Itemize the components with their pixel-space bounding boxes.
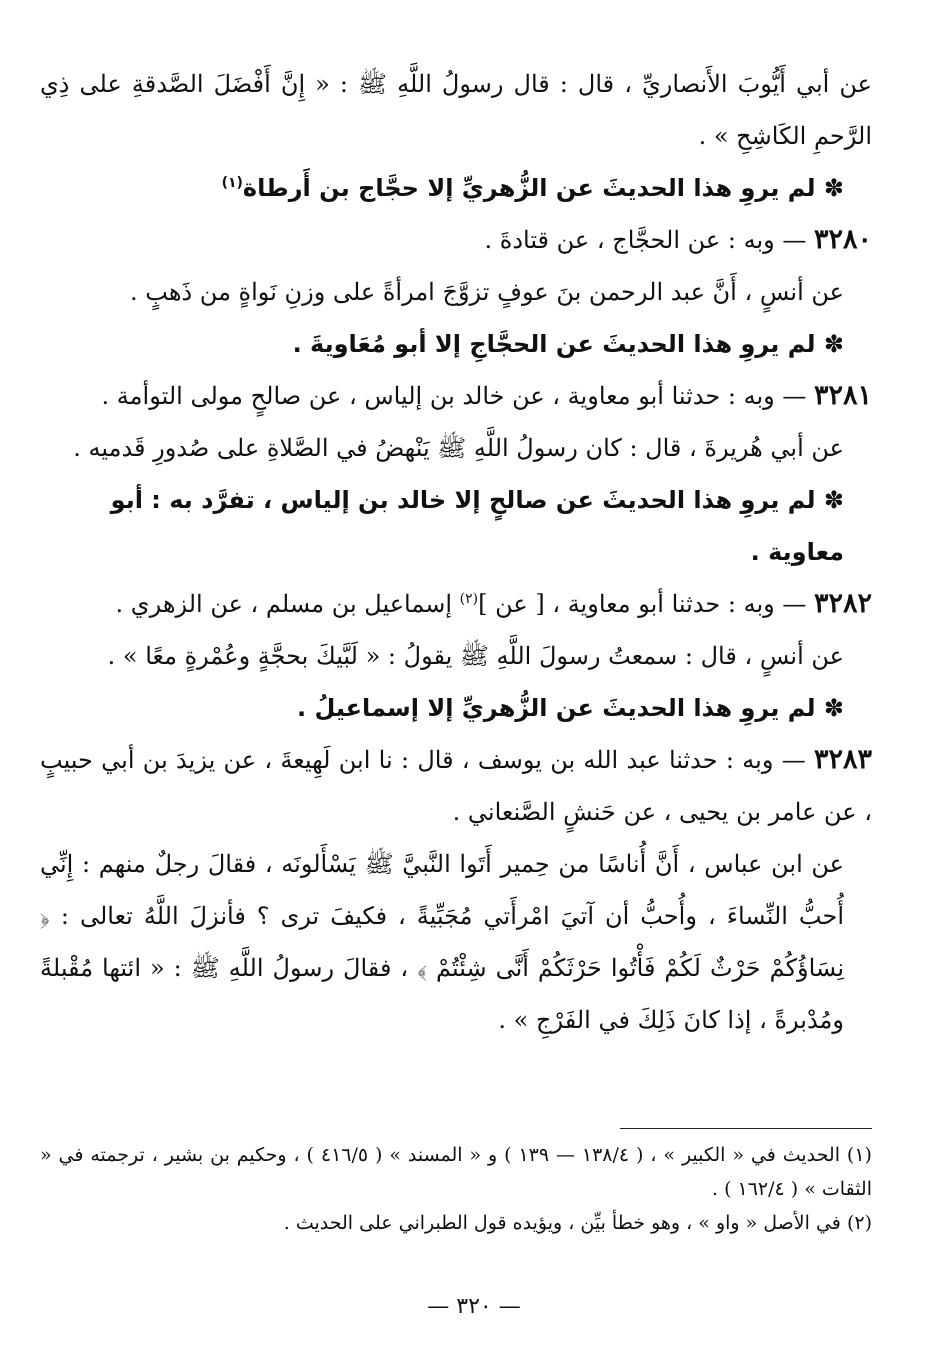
footnote-number: (١) <box>846 1144 872 1166</box>
commentary-text: ✽ لم يروِ هذا الحديثَ عن الزُّهريِّ إلا حجَّاج بن أَرطاة <box>242 174 844 202</box>
hadith-text: عن أنسٍ ، أَنَّ عبد الرحمن بنَ عوفٍ تزوَّجَ امرأةً على وزنِ نَواةٍ من ذَهبٍ . <box>130 278 844 306</box>
footnote-ref[interactable]: (٢) <box>459 591 479 607</box>
hadith-number: ٣٢٨٠ <box>813 224 872 255</box>
hadith-number: ٣٢٨٢ <box>813 588 872 619</box>
footnote-divider <box>620 1128 872 1129</box>
isnad-line <box>40 734 872 838</box>
page-number: — ٣٢٠ — <box>427 1294 521 1319</box>
hadith-text: عن ابن عباس ، أَنَّ أُناسًا من حِمير أَتَوا النَّبيَّ ﷺ يَسْأَلونَه ، فقالَ رجلٌ منهم : إِنِّي أُحبُّ النِّساءَ ، وأُحبُّ أن آتيَ امْرأَتي مُجَبِّيةً ، فكيفَ ترى ؟ فأنزلَ اللَّهُ تعالى : ﴿ نِسَاؤُكُمْ حَرْثٌ لَكُمْ فَأْتُوا حَرْثَكُمْ أَنَّى شِئْتُمْ ﴾ ، فقالَ رسولُ اللَّهِ ﷺ : « ائتها مُقْبلةً ومُدْبرةً ، إذا كانَ ذَلِكَ في الفَرْجِ » . <box>40 850 845 1034</box>
commentary-line: ✽ لم يروِ هذا الحديثَ عن صالحٍ إلا خالد بن إلياس ، تفرَّد به : أبو معاوية . <box>110 486 844 566</box>
hadith-number: ٣٢٨١ <box>813 380 872 411</box>
footnote-ref[interactable]: (١) <box>221 175 243 191</box>
isnad-line <box>40 578 872 630</box>
isnad-text: إسماعيل بن مسلم ، عن الزهري . <box>115 590 460 618</box>
isnad-text: — وبه : عن الحجَّاج ، عن قتادةَ . <box>484 226 814 254</box>
commentary-line <box>40 162 872 214</box>
commentary-line: ✽ لم يروِ هذا الحديثَ عن الحجَّاجِ إلا أبو مُعَاويةَ . <box>292 330 844 358</box>
main-text <box>40 58 872 1046</box>
commentary-line: ✽ لم يروِ هذا الحديثَ عن الزُّهريِّ إلا إسماعيلُ . <box>296 694 844 722</box>
isnad-line <box>40 214 872 266</box>
hadith-text: عن أنسٍ ، قال : سمعتُ رسولَ اللَّهِ ﷺ يقولُ : « لَبَّيكَ بحجَّةٍ وعُمْرةٍ معًا » . <box>107 642 844 670</box>
footnotes <box>40 1138 872 1240</box>
hadith-text: عن أبي أَيُّوبَ الأَنصاريِّ ، قال : قال رسولُ اللَّهِ ﷺ : « إِنَّ أَفْضَلَ الصَّدقةِ على ذِي الرَّحمِ الكَاشِحِ » . <box>40 70 872 150</box>
isnad-text: — وبه : حدثنا أبو معاوية ، [ عن ] <box>478 590 814 618</box>
footnote-2 <box>40 1206 872 1240</box>
footnote-text: الحديث في « الكبير » ، ( ١٣٨/٤ — ١٣٩ ) و « المسند » ( ٤١٦/٥ ) ، وحكيم بن بشير ، ترجمته في « الثقات » ( ١٦٢/٤ ) . <box>40 1144 872 1200</box>
footnote-number: (٢) <box>846 1212 872 1234</box>
isnad-text: — وبه : حدثنا عبد الله بن يوسف ، قال : نا ابن لَهِيعةَ ، عن يزيدَ بن أبي حبيبٍ ، عن عامر بن يحيى ، عن حَنشٍ الصَّنعاني . <box>40 746 872 826</box>
footnote-1 <box>40 1138 872 1206</box>
footnote-text: في الأصل « واو » ، وهو خطأ بيِّن ، ويؤيده قول الطبراني على الحديث . <box>283 1212 841 1234</box>
hadith-text: عن أبي هُريرةَ ، قال : كان رسولُ اللَّهِ ﷺ يَنْهضُ في الصَّلاةِ على صُدورِ قَدميه . <box>73 434 844 462</box>
hadith-number: ٣٢٨٣ <box>813 744 872 775</box>
isnad-line <box>40 370 872 422</box>
isnad-text: — وبه : حدثنا أبو معاوية ، عن خالد بن إلياس ، عن صالحٍ مولى التوأمة . <box>101 382 814 410</box>
